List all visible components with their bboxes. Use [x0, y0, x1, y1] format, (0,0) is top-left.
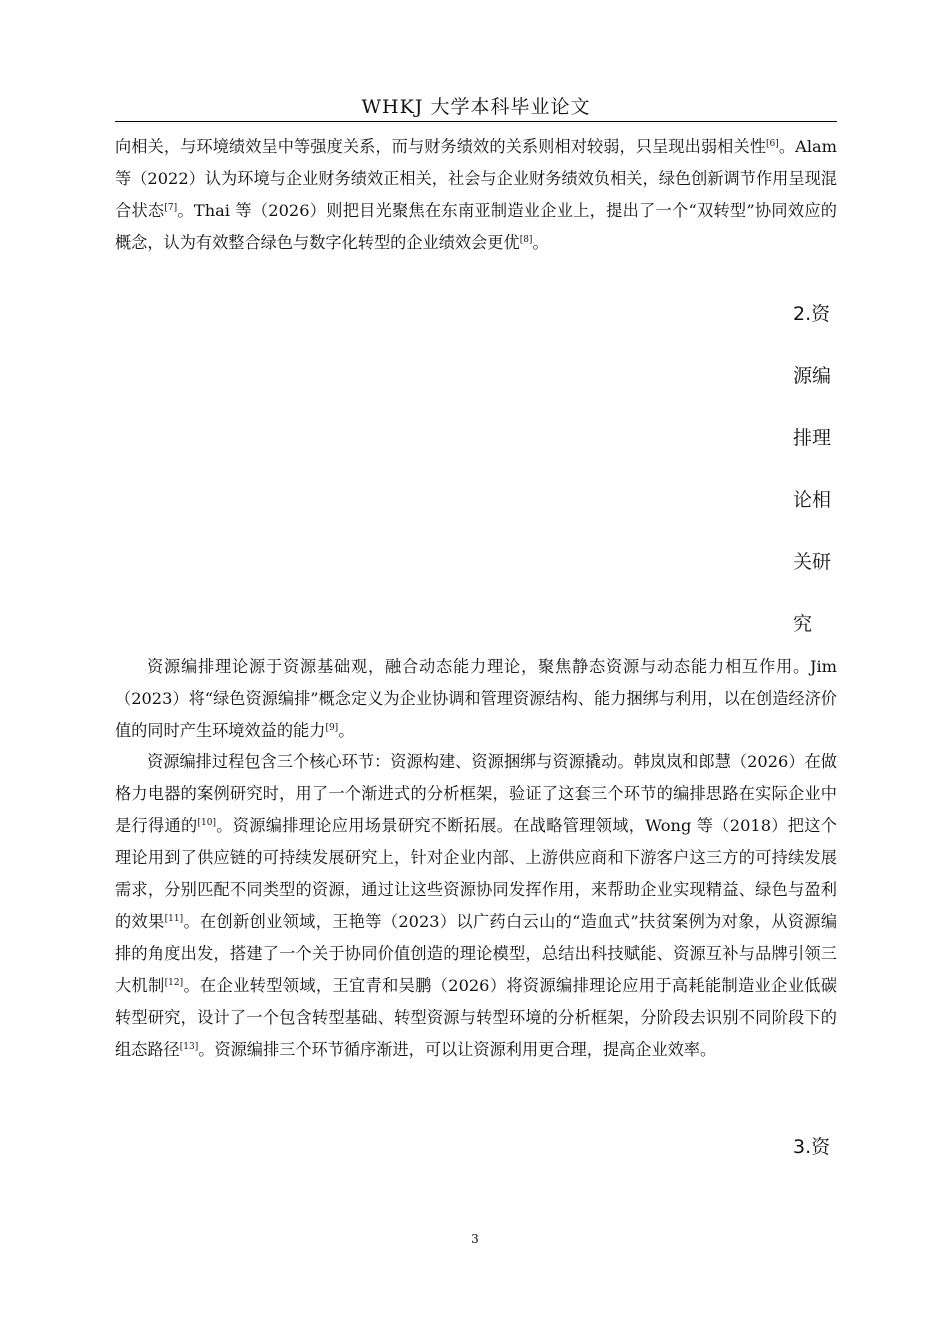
citation-ref[interactable]: [6]: [766, 139, 779, 149]
heading-fragment: 2.资: [793, 303, 831, 325]
paragraph-text: 向相关，与环境绩效呈中等强度关系，而与财务绩效的关系则相对较弱，只呈现出弱相关性: [115, 137, 767, 156]
heading-fragment: 排理: [793, 427, 832, 449]
paragraph-text: 。Alam 等（2022）认为环境与企业财务绩效正相关，社会与企业财务绩效负相关，绿色创新调节作用呈现混合状态: [115, 137, 837, 220]
heading-fragment: 究: [793, 613, 813, 635]
citation-ref[interactable]: [7]: [164, 203, 178, 213]
paragraph-text: 。: [532, 233, 549, 252]
citation-ref[interactable]: [11]: [164, 914, 184, 924]
paragraph-2: [115, 651, 837, 747]
heading-fragment: 源编: [793, 365, 832, 387]
citation-ref[interactable]: [8]: [519, 235, 533, 245]
paragraph-text: 。在企业转型领域，王宜青和吴鹏（2026）将资源编排理论应用于高耗能制造业企业低碳转型研究，设计了一个包含转型基础、转型资源与转型环境的分析框架，分阶段去识别不同阶段下的组态路径: [115, 976, 837, 1059]
paragraph-text: 。资源编排理论应用场景研究不断拓展。在战略管理领域，Wong 等（2018）把这个理论用到了供应链的可持续发展研究上，针对企业内部、上游供应商和下游客户这三方的可持续发展需求，分别匹配不同类型的资源，通过让这些资源协同发挥作用，来帮助企业实现精益、绿色与盈利的效果: [115, 816, 837, 931]
paragraph-text: 。: [338, 721, 355, 740]
paragraph-text: 。资源编排三个环节循序渐进，可以让资源利用更合理，提高企业效率。: [198, 1040, 717, 1059]
heading-fragment: 3.资: [793, 1136, 831, 1158]
heading-fragment: 论相: [793, 489, 832, 511]
page-number: 3: [471, 1232, 479, 1246]
page-header-title: WHKJ 大学本科毕业论文: [361, 96, 591, 118]
citation-ref[interactable]: [12]: [164, 978, 184, 988]
citation-ref[interactable]: [13]: [179, 1042, 199, 1052]
paragraph-text: 资源编排过程包含三个核心环节：资源构建、资源捆绑与资源撬动。韩岚岚和郎慧（2026）在做格力电器的案例研究时，用了一个渐进式的分析框架，验证了这套三个环节的编排思路在实际企业中是行得通的: [115, 752, 837, 835]
paragraph-3: [115, 746, 837, 1066]
paragraph-text: 资源编排理论源于资源基础观，融合动态能力理论，聚焦静态资源与动态能力相互作用。Jim（2023）将“绿色资源编排”概念定义为企业协调和管理资源结构、能力捆绑与利用，以在创造经济价值的同时产生环境效益的能力: [115, 657, 837, 740]
paragraph-1: [115, 131, 837, 259]
citation-ref[interactable]: [9]: [325, 723, 339, 733]
paragraph-text: 。在创新创业领域，王艳等（2023）以广药白云山的“造血式”扶贫案例为对象，从资源编排的角度出发，搭建了一个关于协同价值创造的理论模型，总结出科技赋能、资源互补与品牌引领三大机制: [115, 912, 838, 995]
section-heading-2: [793, 300, 839, 672]
header-rule: [115, 121, 837, 122]
section-heading-3: [793, 1133, 839, 1195]
citation-ref[interactable]: [10]: [197, 818, 216, 828]
heading-fragment: 关研: [793, 551, 832, 573]
paragraph-text: 。Thai 等（2026）则把目光聚焦在东南亚制造业企业上，提出了一个“双转型”协同效应的概念，认为有效整合绿色与数字化转型的企业绩效会更优: [115, 201, 837, 252]
